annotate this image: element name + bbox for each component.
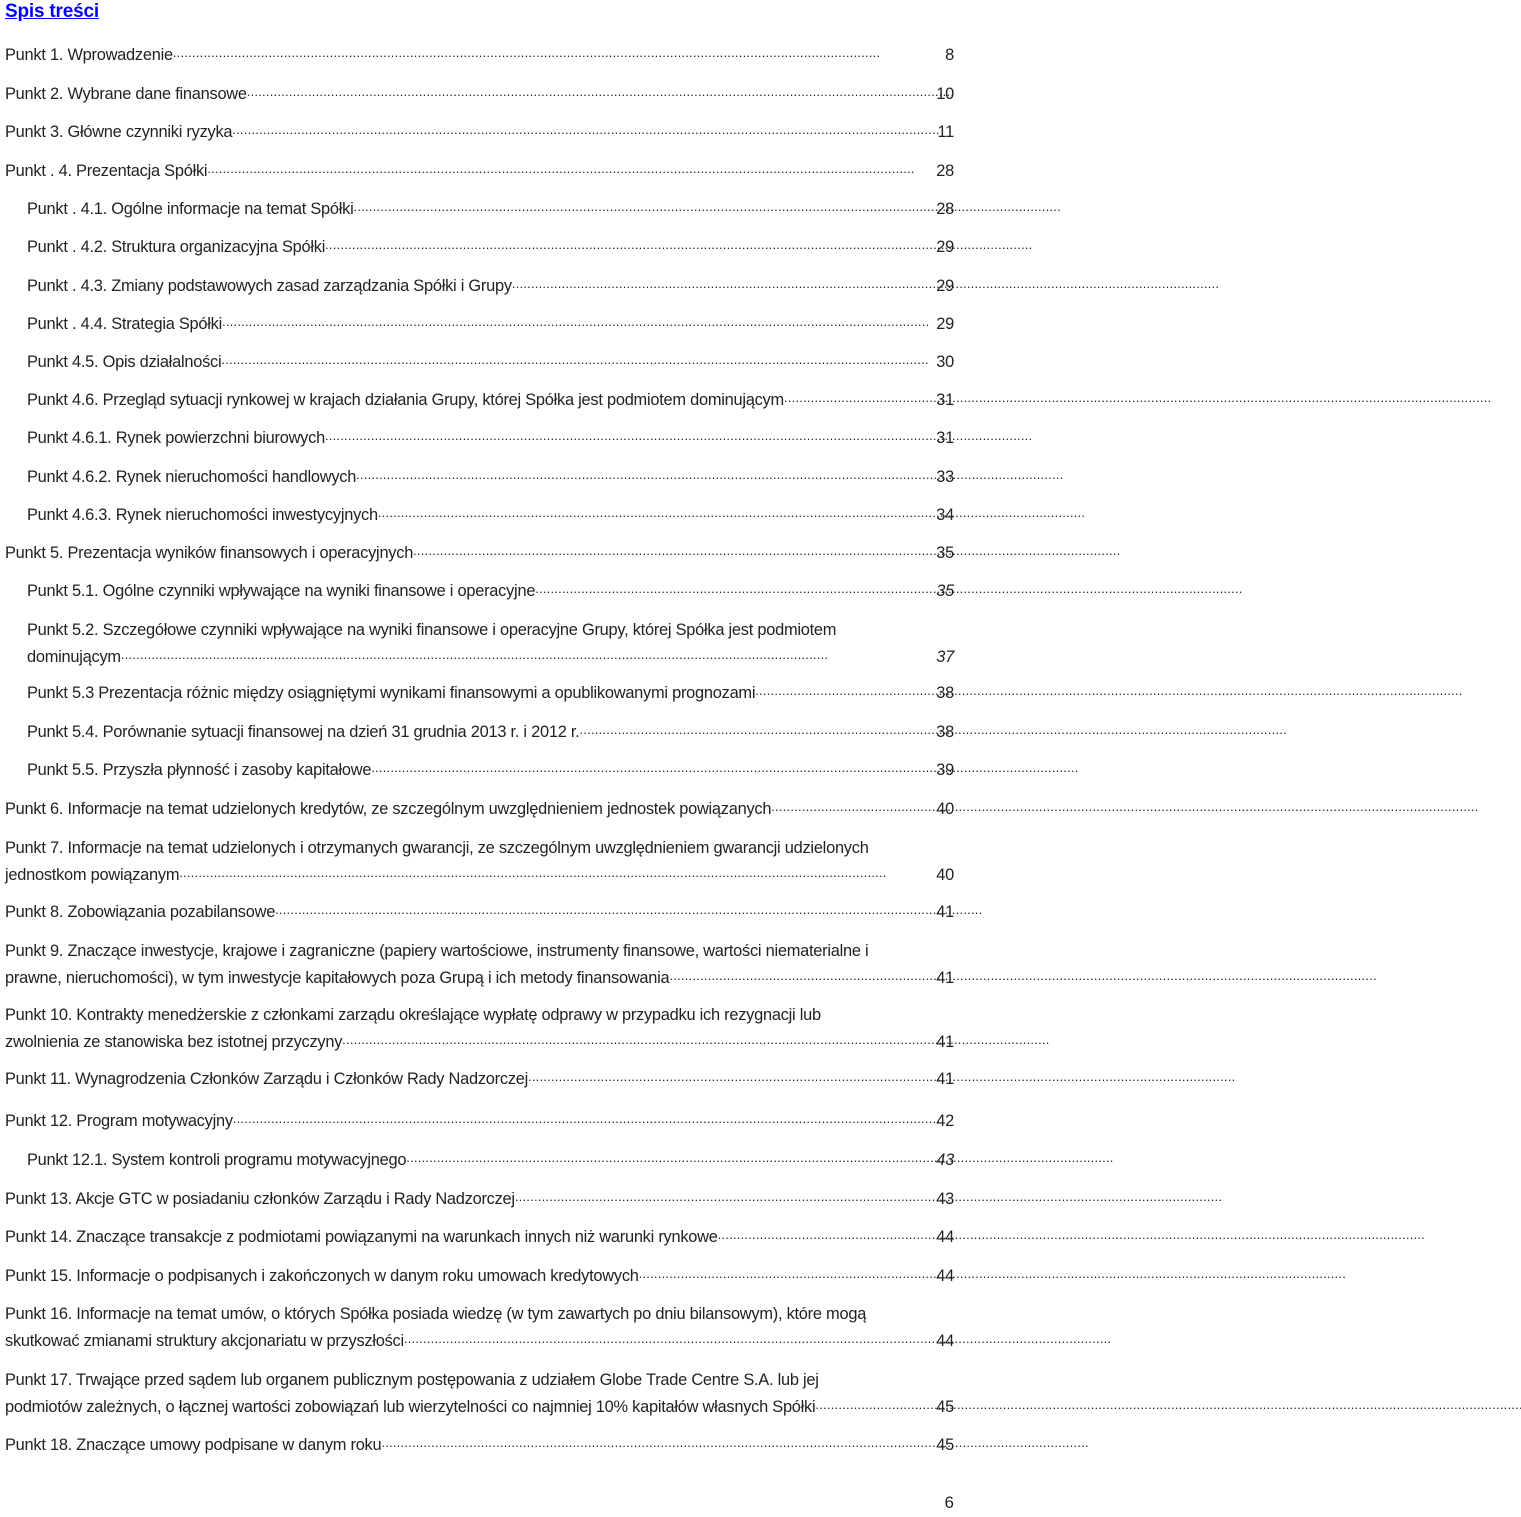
toc-entry[interactable] [5, 899, 954, 926]
toc-entry-label: Punkt 5.3 Prezentacja różnic między osiągniętymi wynikami finansowymi a opublikowanymi prognozami [27, 684, 756, 702]
dot-leader [222, 308, 933, 335]
toc-entry[interactable] [5, 81, 954, 108]
toc-entry-row [5, 158, 954, 185]
toc-entry-row [5, 1328, 954, 1355]
toc-entry[interactable] [5, 938, 954, 992]
toc-entry-label: Punkt 11. Wynagrodzenia Członków Zarządu i Członków Rady Nadzorczej [5, 1070, 529, 1088]
toc-entry[interactable] [27, 680, 954, 707]
dot-leader [371, 754, 933, 781]
toc-entry-label: Punkt . 4.1. Ogólne informacje na temat Spółki [27, 200, 354, 218]
dot-leader [413, 537, 933, 564]
toc-entry[interactable] [27, 502, 954, 529]
toc-entry[interactable] [27, 349, 954, 376]
toc-entry-page: 38 [936, 684, 954, 702]
toc-entry-label: Punkt 5.5. Przyszła płynność i zasoby kapitałowe [27, 761, 372, 779]
toc-entry-page: 31 [936, 391, 954, 409]
toc-entry-label-line1: Punkt 10. Kontrakty menedżerskie z członkami zarządu określające wypłatę odprawy w przypadku ich rezygnacji lub [5, 1006, 821, 1024]
toc-entry-label-line1: Punkt 9. Znaczące inwestycje, krajowe i zagraniczne (papiery wartościowe, instrumenty finansowe, wartości niematerialne i [5, 942, 869, 960]
toc-entry-row [27, 349, 954, 376]
toc-entry-page: 44 [936, 1228, 954, 1246]
toc-entry-page: 37 [936, 648, 954, 666]
toc-entry-row [27, 719, 954, 746]
toc-entry-page: 8 [945, 46, 954, 64]
toc-entry-label-line1: Punkt 17. Trwające przed sądem lub organem publicznym postępowania z udziałem Globe Trade Centre S.A. lub jej [5, 1371, 819, 1389]
toc-entry[interactable] [27, 757, 954, 784]
toc-entry-page: 40 [936, 866, 954, 884]
toc-entry[interactable] [27, 425, 954, 452]
dot-leader [404, 1325, 933, 1352]
toc-entry[interactable] [27, 273, 954, 300]
toc-entry-page: 45 [936, 1436, 954, 1454]
toc-entry-page: 44 [936, 1267, 954, 1285]
toc-entry-label: Punkt 6. Informacje na temat udzielonych kredytów, ze szczególnym uwzględnieniem jednostek powiązanych [5, 800, 772, 818]
toc-entry[interactable] [5, 119, 954, 146]
toc-entry-page: 41 [936, 969, 954, 987]
toc-entry-row [27, 757, 954, 784]
toc-entry[interactable] [5, 1066, 954, 1093]
toc-entry[interactable] [27, 719, 954, 746]
dot-leader [535, 575, 933, 602]
toc-entry-row [5, 1029, 954, 1056]
toc-entry-page: 29 [936, 238, 954, 256]
toc-entry-row [27, 196, 954, 223]
toc-entry-row [5, 1224, 954, 1251]
dot-leader [207, 155, 933, 182]
toc-entry-label: Punkt 1. Wprowadzenie [5, 46, 173, 64]
page-number: 6 [944, 1493, 954, 1512]
toc-entry-row [5, 1108, 954, 1135]
toc-entry-row [27, 680, 954, 707]
dot-leader [121, 641, 933, 668]
dot-leader [784, 384, 933, 411]
dot-leader [173, 39, 942, 66]
toc-entry-label: Punkt 4.6.1. Rynek powierzchni biurowych [27, 429, 325, 447]
toc-entry[interactable] [27, 311, 954, 338]
dot-leader [669, 962, 933, 989]
dot-leader [275, 896, 933, 923]
toc-entry-label-line1: Punkt 5.2. Szczegółowe czynniki wpływające na wyniki finansowe i operacyjne Grupy, której Spółka jest podmiotem [27, 621, 837, 639]
dot-leader [381, 1429, 933, 1456]
toc-entry-row [27, 311, 954, 338]
toc-entry[interactable] [27, 196, 954, 223]
toc-entry[interactable] [5, 796, 954, 823]
toc-entry[interactable] [5, 540, 954, 567]
toc-entry-row [27, 387, 954, 414]
toc-entry[interactable] [27, 387, 954, 414]
toc-entry-page: 43 [936, 1151, 954, 1169]
toc-entry[interactable] [5, 1186, 954, 1213]
toc-entry-label: Punkt 4.6.3. Rynek nieruchomości inwestycyjnych [27, 506, 378, 524]
dot-leader [179, 859, 933, 886]
toc-heading[interactable]: Spis treści [5, 1, 99, 22]
toc-entry-row [5, 796, 954, 823]
toc-entry-label: Punkt 5. Prezentacja wyników finansowych i operacyjnych [5, 544, 414, 562]
toc-entry[interactable] [5, 1108, 954, 1135]
toc-entry-row [27, 578, 954, 605]
toc-entry-page: 31 [936, 429, 954, 447]
toc-entry-page: 35 [936, 582, 954, 600]
dot-leader [515, 1183, 933, 1210]
toc-entry[interactable] [5, 158, 954, 185]
toc-entry-label: Punkt 18. Znaczące umowy podpisane w danym roku [5, 1436, 382, 1454]
dot-leader [512, 270, 933, 297]
dot-leader [755, 677, 933, 704]
toc-entry-row [27, 1147, 954, 1174]
dot-leader [325, 231, 933, 258]
dot-leader [221, 346, 933, 373]
dot-leader [718, 1221, 934, 1248]
toc-entry[interactable] [5, 42, 954, 69]
toc-entry-page: 34 [936, 506, 954, 524]
toc-entry-label: zwolnienia ze stanowiska bez istotnej przyczyny [5, 1033, 343, 1051]
toc-entry-page: 33 [936, 468, 954, 486]
toc-entry-row [27, 502, 954, 529]
toc-entry-label: jednostkom powiązanym [5, 866, 180, 884]
dot-leader [771, 793, 933, 820]
toc-entry-row [5, 1394, 954, 1421]
toc-entry-page: 45 [936, 1398, 954, 1416]
toc-entry-page: 11 [937, 123, 954, 141]
toc-entry[interactable] [27, 1147, 954, 1174]
toc-entry-page: 42 [936, 1112, 954, 1130]
toc-entry-page: 38 [936, 723, 954, 741]
dot-leader [378, 499, 933, 526]
toc-entry-row [5, 965, 954, 992]
toc-entry-label: Punkt 13. Akcje GTC w posiadaniu członków Zarządu i Rady Nadzorczej [5, 1190, 515, 1208]
toc-entry-label: Punkt 5.4. Porównanie sytuacji finansowej na dzień 31 grudnia 2013 r. i 2012 r. [27, 723, 580, 741]
toc-entry-label: prawne, nieruchomości), w tym inwestycje kapitałowych poza Grupą i ich metody finansowania [5, 969, 670, 987]
toc-entry[interactable] [27, 464, 954, 491]
toc-entry[interactable] [5, 1263, 954, 1290]
toc-entry-page: 28 [936, 162, 954, 180]
toc-entry-label-line1: Punkt 7. Informacje na temat udzielonych i otrzymanych gwarancji, ze szczególnym uwzględnieniem gwarancji udzielonych [5, 839, 869, 857]
toc-entry-row [27, 644, 954, 671]
toc-entry-label-line1: Punkt 16. Informacje na temat umów, o których Spółka posiada wiedzę (w tym zawartych po dniu bilansowym), które mogą [5, 1305, 867, 1323]
toc-entry-page: 43 [936, 1190, 954, 1208]
toc-entry-label: Punkt . 4.2. Struktura organizacyjna Spółki [27, 238, 326, 256]
toc-entry-row [27, 464, 954, 491]
toc-entry-page: 29 [936, 277, 954, 295]
toc-entry-row [27, 234, 954, 261]
toc-entry-label: Punkt . 4.3. Zmiany podstawowych zasad zarządzania Spółki i Grupy [27, 277, 512, 295]
dot-leader [247, 78, 934, 105]
toc-entry-row [5, 1066, 954, 1093]
dot-leader [325, 422, 933, 449]
toc-entry-label: Punkt 4.6. Przegląd sytuacji rynkowej w krajach działania Grupy, której Spółka jest podmiotem dominującym [27, 391, 784, 409]
toc-entry-page: 35 [936, 544, 954, 562]
toc-entry-page: 29 [936, 315, 954, 333]
toc-entry[interactable] [27, 578, 954, 605]
toc-entry-label: Punkt 4.5. Opis działalności [27, 353, 222, 371]
toc-entry-row [5, 1186, 954, 1213]
dot-leader [639, 1260, 934, 1287]
toc-entry-label: Punkt 8. Zobowiązania pozabilansowe [5, 903, 276, 921]
toc-entry[interactable] [5, 1002, 954, 1056]
toc-entry-label: Punkt 12.1. System kontroli programu motywacyjnego [27, 1151, 407, 1169]
dot-leader [579, 716, 933, 743]
toc-entry-label: podmiotów zależnych, o łącznej wartości zobowiązań lub wierzytelności co najmniej 10% kapitałów własnych Spółki [5, 1398, 816, 1416]
toc-entry[interactable] [5, 1301, 954, 1355]
toc-entry-page: 40 [936, 800, 954, 818]
toc-entry-label: Punkt 4.6.2. Rynek nieruchomości handlowych [27, 468, 357, 486]
dot-leader [342, 1026, 933, 1053]
toc-entry-label: Punkt 12. Program motywacyjny [5, 1112, 233, 1130]
dot-leader [233, 1105, 933, 1132]
toc-entry-label: skutkować zmianami struktury akcjonariatu w przyszłości [5, 1332, 404, 1350]
toc-entry[interactable] [5, 1367, 954, 1421]
dot-leader [815, 1391, 933, 1418]
toc-entry-row [5, 899, 954, 926]
toc-entry-label: Punkt . 4. Prezentacja Spółki [5, 162, 208, 180]
toc-entry-label: Punkt 3. Główne czynniki ryzyka [5, 123, 233, 141]
dot-leader [528, 1063, 933, 1090]
toc-entry-row [27, 273, 954, 300]
toc-entry-row [5, 862, 954, 889]
toc-entry[interactable] [5, 1224, 954, 1251]
toc-entry-label: Punkt 15. Informacje o podpisanych i zakończonych w danym roku umowach kredytowych [5, 1267, 639, 1285]
dot-leader [232, 116, 934, 143]
toc-entry-label: Punkt . 4.4. Strategia Spółki [27, 315, 223, 333]
toc-entry[interactable] [27, 234, 954, 261]
toc-entry[interactable] [5, 1432, 954, 1459]
toc-entry-label: Punkt 2. Wybrane dane finansowe [5, 85, 247, 103]
toc-entry-row [5, 540, 954, 567]
toc-entry[interactable] [5, 835, 954, 889]
toc-entry-page: 28 [936, 200, 954, 218]
toc-entry[interactable] [27, 617, 954, 671]
dot-leader [406, 1144, 933, 1171]
toc-entry-page: 41 [936, 1033, 954, 1051]
toc-entry-page: 44 [936, 1332, 954, 1350]
toc-entry-row [5, 81, 954, 108]
toc-entry-page: 41 [936, 903, 954, 921]
toc-entry-row [5, 119, 954, 146]
toc-entry-label: Punkt 5.1. Ogólne czynniki wpływające na wyniki finansowe i operacyjne [27, 582, 536, 600]
toc-entry-page: 10 [936, 85, 954, 103]
toc-entry-row [27, 425, 954, 452]
toc-entry-page: 39 [936, 761, 954, 779]
toc-entry-label: dominującym [27, 648, 121, 666]
toc-entry-page: 41 [936, 1070, 954, 1088]
dot-leader [356, 461, 933, 488]
toc-entry-row [5, 1263, 954, 1290]
toc-entry-page: 30 [936, 353, 954, 371]
toc-entry-row [5, 42, 954, 69]
toc-entry-label: Punkt 14. Znaczące transakcje z podmiotami powiązanymi na warunkach innych niż warunki rynkowe [5, 1228, 718, 1246]
dot-leader [354, 193, 934, 220]
toc-entry-row [5, 1432, 954, 1459]
